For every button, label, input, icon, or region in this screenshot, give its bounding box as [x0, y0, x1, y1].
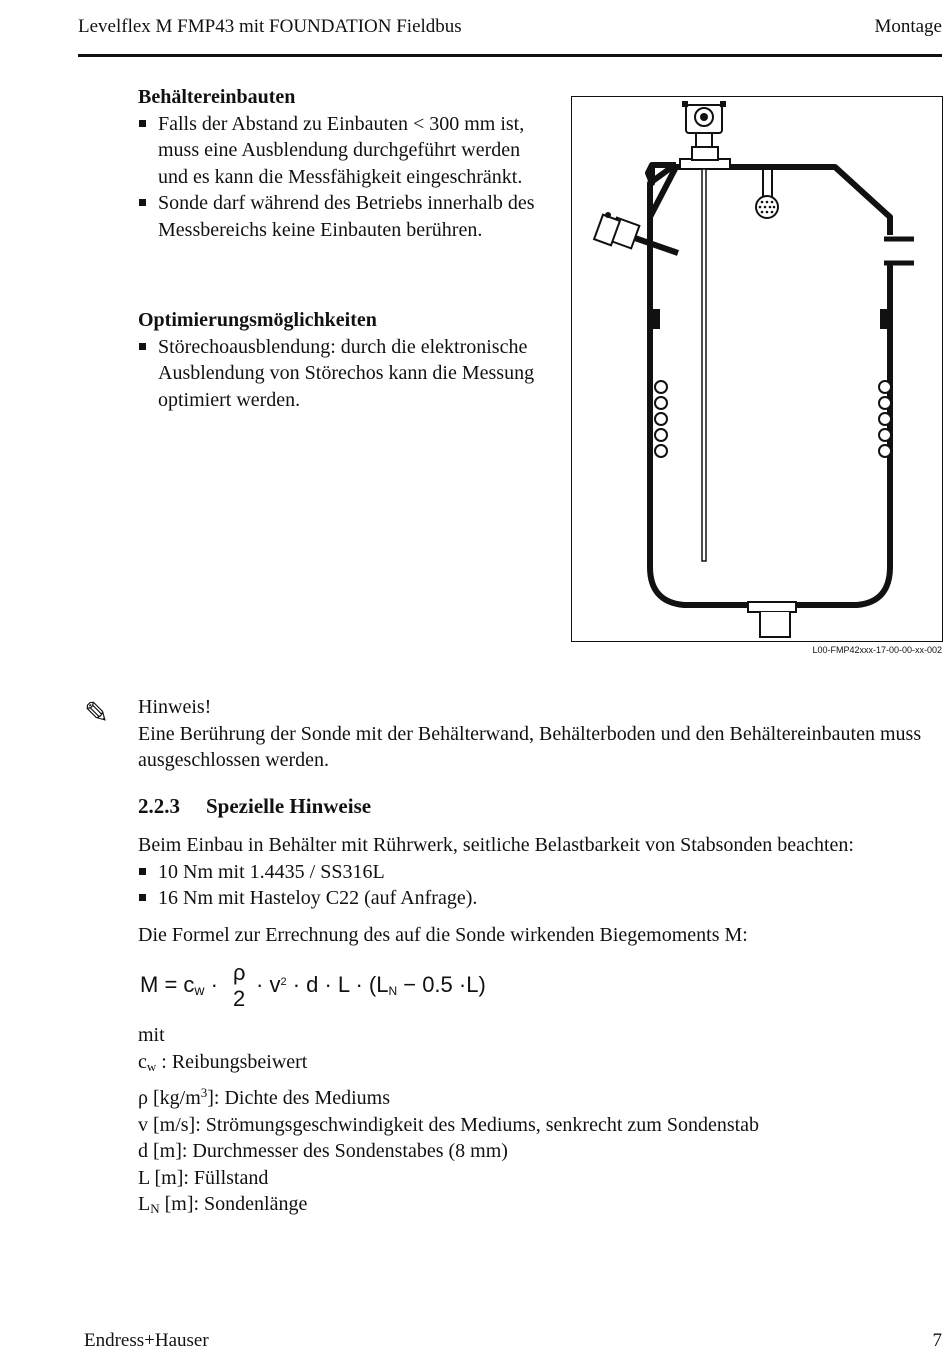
def-rho: ρ $[kg/m^3]$: Dichte des Mediums [138, 1085, 391, 1109]
tank-diagram [571, 96, 943, 642]
behaeltereinbauten-list [138, 111, 538, 244]
formula-rho: ρ [233, 960, 246, 985]
formula-two: 2 [233, 986, 246, 1011]
internal-ball-fitting [756, 169, 778, 218]
list-item: Falls der Abstand zu Einbauten < 300 mm ist, muss eine Ausblendung durchgeführt werden und es kann die Messfähigkeit eingeschränkt. [138, 111, 538, 191]
load-list [138, 859, 938, 912]
list-item: 16 Nm mit Hasteloy C22 (auf Anfrage). [138, 885, 938, 912]
note-title: Hinweis! [138, 696, 212, 718]
header-title: Levelflex M FMP43 mit FOUNDATION Fieldbus [78, 16, 462, 37]
transmitter-side [594, 212, 678, 253]
list-item: Sonde darf während des Betriebs innerhalb des Messbereichs keine Einbauten berühren. [138, 190, 538, 243]
header-rule [78, 54, 942, 57]
section-optimierung [138, 307, 538, 413]
section-title: Spezielle Hinweise [206, 794, 372, 818]
section-behaeltereinbauten [138, 84, 538, 243]
optimierung-heading: Optimierungsmöglichkeiten [138, 309, 377, 331]
heating-coil-left [655, 381, 667, 457]
section-intro: Beim Einbau in Behälter mit Rührwerk, seitliche Belastbarkeit von Stabsonden beachten: [138, 834, 854, 856]
note-text: Eine Berührung der Sonde mit der Behälterwand, Behälterboden und den Behältereinbauten muss ausgeschlossen werden. [138, 722, 922, 771]
def-v: v [m/s]: Strömungsgeschwindigkeit des Mediums, senkrecht zum Sondenstab [138, 1113, 760, 1136]
footer-company: Endress+Hauser [84, 1330, 209, 1351]
section-body [138, 832, 938, 912]
def-d: d [m]: Durchmesser des Sondenstabes (8 mm) [138, 1140, 508, 1162]
page-number: 7 [932, 1330, 942, 1351]
optimierung-list [138, 334, 538, 414]
formula-intro: Die Formel zur Errechnung des auf die Sonde wirkenden Biegemoments M: [138, 924, 748, 946]
def-LN: $L_N$ [m]: Sondenlänge [138, 1193, 308, 1216]
header-section: Montage [874, 16, 942, 37]
formula-lhs: $M = c_w$ · [140, 972, 218, 998]
section-heading [138, 794, 371, 819]
list-item: Störechoausblendung: durch die elektronische Ausblendung von Störechos kann die Messung optimiert werden. [138, 334, 538, 414]
bracket-left [650, 309, 660, 329]
top-adapter [692, 147, 718, 160]
section-number: 2.2.3 [138, 794, 180, 818]
pencil-icon: ✎ [84, 697, 110, 730]
probe-rod [702, 169, 706, 561]
definitions [138, 1022, 938, 1223]
list-item: 10 Nm mit 1.4435 / SS316L [138, 859, 938, 886]
def-L: L [m]: Füllstand [138, 1166, 269, 1189]
bending-moment-formula [140, 962, 560, 1010]
formula-rhs: · $v^2 \cdot d \cdot L \cdot (L_N - 0.5 \cdot L)$ [256, 972, 486, 998]
figure-caption: L00-FMP42xxx-17-00-00-xx-002 [812, 645, 942, 655]
tank-right-wall [792, 265, 890, 605]
transmitter-top [682, 101, 726, 147]
def-mit: mit [138, 1024, 165, 1046]
tank-left-wall [650, 310, 752, 605]
behaeltereinbauten-heading: Behältereinbauten [138, 86, 296, 108]
bracket-right [880, 309, 890, 329]
tank-drawing [572, 97, 941, 640]
note-block [138, 694, 938, 774]
def-cw: $c_w$ : Reibungsbeiwert [138, 1050, 308, 1074]
bottom-outlet [748, 602, 796, 637]
heating-coil-right [879, 381, 891, 457]
